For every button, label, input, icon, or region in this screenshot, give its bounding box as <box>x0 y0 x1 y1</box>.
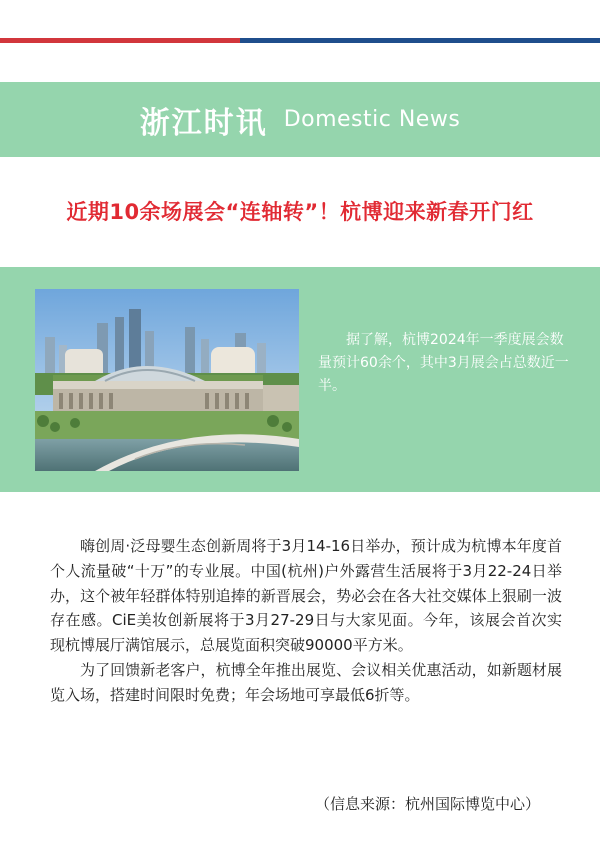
photo-caption: 据了解，杭博2024年一季度展会数量预计60余个，其中3月展会占总数近一半。 <box>318 332 569 394</box>
article-paragraph-2: 为了回馈新老客户，杭博全年推出展览、会议相关优惠活动，如新题材展览入场，搭建时间限时免费；年会场地可享最低6折等。 <box>50 660 562 704</box>
top-rule-blue <box>240 38 600 43</box>
article-paragraph-1: 嗨创周·泛母婴生态创新周将于3月14-16日举办，预计成为杭博本年度首个人流量破“十万”的专业展。中国(杭州)户外露营生活展将于3月22-24日举办，这个被年轻群体特别追捧的新晋展会，势必会在各大社交媒体上狠刷一波存在感。CiE美妆创新展将于3月27-29日与大家见面。今年，该展会首次实现杭博展厅满馆展示，总展览面积突破90000平方米。 <box>50 537 562 655</box>
section-title-zh: 浙江时讯 <box>139 105 268 141</box>
feature-panel <box>0 267 600 492</box>
exhibition-center-photo <box>35 289 299 471</box>
section-banner <box>0 82 600 157</box>
info-source: （信息来源：杭州国际博览中心） <box>314 795 540 813</box>
top-rule-red <box>0 38 240 43</box>
section-title-en: Domestic News <box>283 107 461 132</box>
article-body <box>50 534 562 708</box>
article-headline: 近期10余场展会“连轴转”！杭博迎来新春开门红 <box>66 200 534 224</box>
